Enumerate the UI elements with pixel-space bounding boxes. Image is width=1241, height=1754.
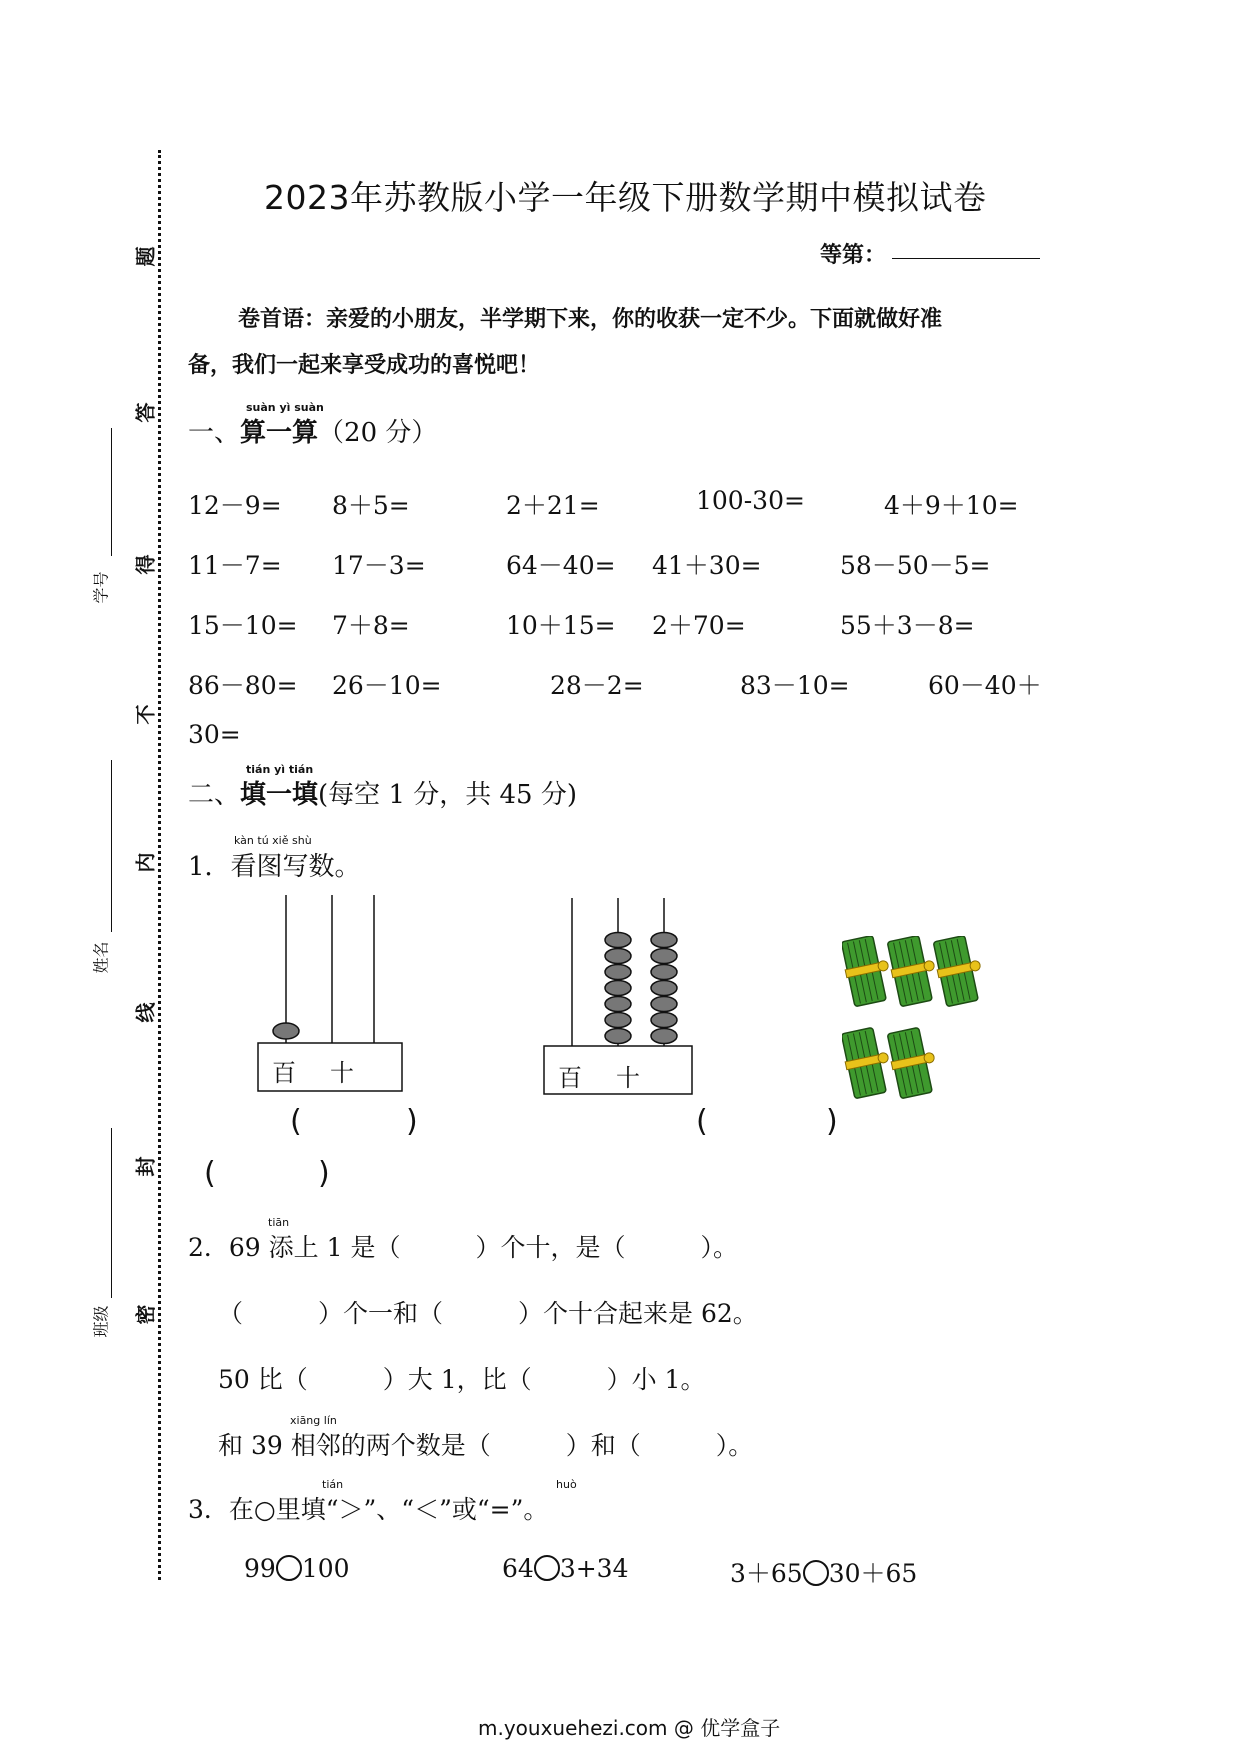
seal-char-5: 内 <box>133 852 158 873</box>
q1-pinyin: kàn tú xiě shù <box>234 834 312 847</box>
section1-score: （20 分） <box>318 418 438 448</box>
q1-answer-2-open: ( <box>696 1104 708 1139</box>
compare-circle-2[interactable] <box>534 1555 560 1581</box>
seal-char-6: 线 <box>133 1002 158 1023</box>
name-line <box>111 760 112 932</box>
bead <box>605 933 631 948</box>
bead <box>651 981 677 996</box>
seal-char-1: 题 <box>133 246 158 267</box>
seal-char-4: 不 <box>133 704 158 725</box>
q2-line-4: 和 39 相邻的两个数是（ ）和（ ）。 <box>218 1431 754 1460</box>
calc-2-1: 11－7= <box>188 551 282 580</box>
section1-pinyin: suàn yì suàn <box>246 401 324 414</box>
q3-item-2-right: 3+34 <box>559 1554 629 1583</box>
student-id-label: 学号 <box>91 571 111 604</box>
calc-2-4: 41＋30= <box>652 551 762 580</box>
bead <box>651 965 677 980</box>
q3-item-1 <box>244 1554 350 1583</box>
calc-3-2: 7＋8= <box>332 611 410 640</box>
bead <box>651 997 677 1012</box>
q3-item-3 <box>730 1554 917 1590</box>
bead <box>605 981 631 996</box>
q3-item-1-left: 99 <box>244 1554 276 1583</box>
q3-pinyin-tian: tián <box>322 1478 344 1491</box>
bead <box>605 1013 631 1028</box>
bead <box>651 949 677 964</box>
calc-1-5: 4＋9＋10= <box>884 491 1019 520</box>
q2-pinyin-xianglin: xiāng lín <box>290 1414 337 1427</box>
bead <box>605 997 631 1012</box>
calc-1-4: 100-30= <box>696 486 805 515</box>
calc-4-2: 26－10= <box>332 671 442 700</box>
q1-label: 1．看图写数。 <box>188 852 361 882</box>
intro-line-1: 卷首语：亲爱的小朋友，半学期下来，你的收获一定不少。下面就做好准 <box>238 307 943 332</box>
q3-item-1-right: 100 <box>301 1554 350 1583</box>
seal-char-3: 得 <box>133 554 158 575</box>
grade-label: 等第： <box>820 243 887 268</box>
bundle-1 <box>842 936 895 1007</box>
abacus2-label-tens: 十 <box>616 1064 640 1092</box>
compare-circle-1[interactable] <box>276 1555 302 1581</box>
grade-blank <box>892 258 1040 259</box>
q1-answer-3-open: ( <box>204 1156 216 1191</box>
stick-bundles <box>842 936 1002 1112</box>
class-line <box>111 1128 112 1298</box>
calc-4-4: 83－10= <box>740 671 850 700</box>
calc-2-2: 17－3= <box>332 551 426 580</box>
bead <box>605 949 631 964</box>
q3-item-3-right: 30＋65 <box>828 1559 918 1588</box>
section2-name: 填一填 <box>240 780 319 810</box>
calc-1-1: 12－9= <box>188 491 282 520</box>
q2-line-1: 2．69 添上 1 是（ ）个十，是（ ）。 <box>188 1233 738 1262</box>
calc-wrap: 30= <box>188 720 241 749</box>
calc-4-5: 60－40＋ <box>928 671 1042 700</box>
calc-3-5: 55＋3－8= <box>840 611 975 640</box>
bead <box>605 1029 631 1044</box>
grade-field <box>820 238 886 269</box>
compare-circle-3[interactable] <box>803 1560 829 1586</box>
bundle-3 <box>931 936 987 1007</box>
bead <box>651 933 677 948</box>
calc-2-5: 58－50－5= <box>840 551 991 580</box>
section2-heading <box>188 774 577 811</box>
calc-1-3: 2＋21= <box>506 491 600 520</box>
abacus1-bead <box>273 1023 299 1039</box>
q2-line-2: （ ）个一和（ ）个十合起来是 62。 <box>218 1299 758 1328</box>
q3-item-3-left: 3＋65 <box>730 1559 803 1588</box>
intro-line-2: 备，我们一起来享受成功的喜悦吧！ <box>188 353 541 378</box>
q3-label: 3．在○里填“＞”、“＜”或“=”。 <box>188 1495 549 1524</box>
abacus2-label-hundreds: 百 <box>558 1064 582 1092</box>
page-title: 2023年苏教版小学一年级下册数学期中模拟试卷 <box>264 178 987 217</box>
seal-char-8: 密 <box>133 1304 158 1325</box>
calc-3-3: 10＋15= <box>506 611 616 640</box>
bead <box>651 1029 677 1044</box>
bead <box>605 965 631 980</box>
q3-item-2-left: 64 <box>502 1554 534 1583</box>
q1-answer-1-close: ) <box>406 1104 418 1139</box>
q2-line-3: 50 比（ ）大 1，比（ ）小 1。 <box>218 1365 706 1394</box>
q1-answer-1-open: ( <box>290 1104 302 1139</box>
section1-num: 一、 <box>188 418 241 448</box>
section2-score: (每空 1 分，共 45 分) <box>318 780 578 810</box>
calc-4-3: 28－2= <box>550 671 644 700</box>
section2-num: 二、 <box>188 780 241 810</box>
q3-item-2 <box>502 1554 628 1583</box>
calc-3-4: 2＋70= <box>652 611 746 640</box>
abacus1-label-hundreds: 百 <box>272 1059 296 1087</box>
bundle-2 <box>885 936 941 1007</box>
abacus1-label-tens: 十 <box>330 1059 354 1087</box>
section2-pinyin: tián yì tián <box>246 763 314 776</box>
seal-char-2: 答 <box>133 402 158 423</box>
section1-name: 算一算 <box>240 418 319 448</box>
q3-pinyin-huo: huò <box>556 1478 577 1491</box>
name-label: 姓名 <box>91 941 111 974</box>
calc-4-1: 86－80= <box>188 671 298 700</box>
q1-answer-3-close: ) <box>318 1156 330 1191</box>
seal-char-7: 封 <box>133 1156 158 1177</box>
bundle-5 <box>885 1026 941 1099</box>
abacus2-beads-ones <box>651 933 677 1044</box>
class-label: 班级 <box>91 1305 111 1338</box>
q2-pinyin-tian: tiān <box>268 1216 290 1229</box>
section1-heading <box>188 412 437 449</box>
q1-answer-2-close: ) <box>826 1104 838 1139</box>
bead <box>651 1013 677 1028</box>
abacus2-beads-tens <box>605 933 631 1044</box>
calc-1-2: 8＋5= <box>332 491 410 520</box>
calc-3-1: 15－10= <box>188 611 298 640</box>
footer-watermark: m.youxuehezi.com @ 优学盒子 <box>478 1716 781 1740</box>
calc-2-3: 64－40= <box>506 551 616 580</box>
student-id-line <box>111 428 112 556</box>
